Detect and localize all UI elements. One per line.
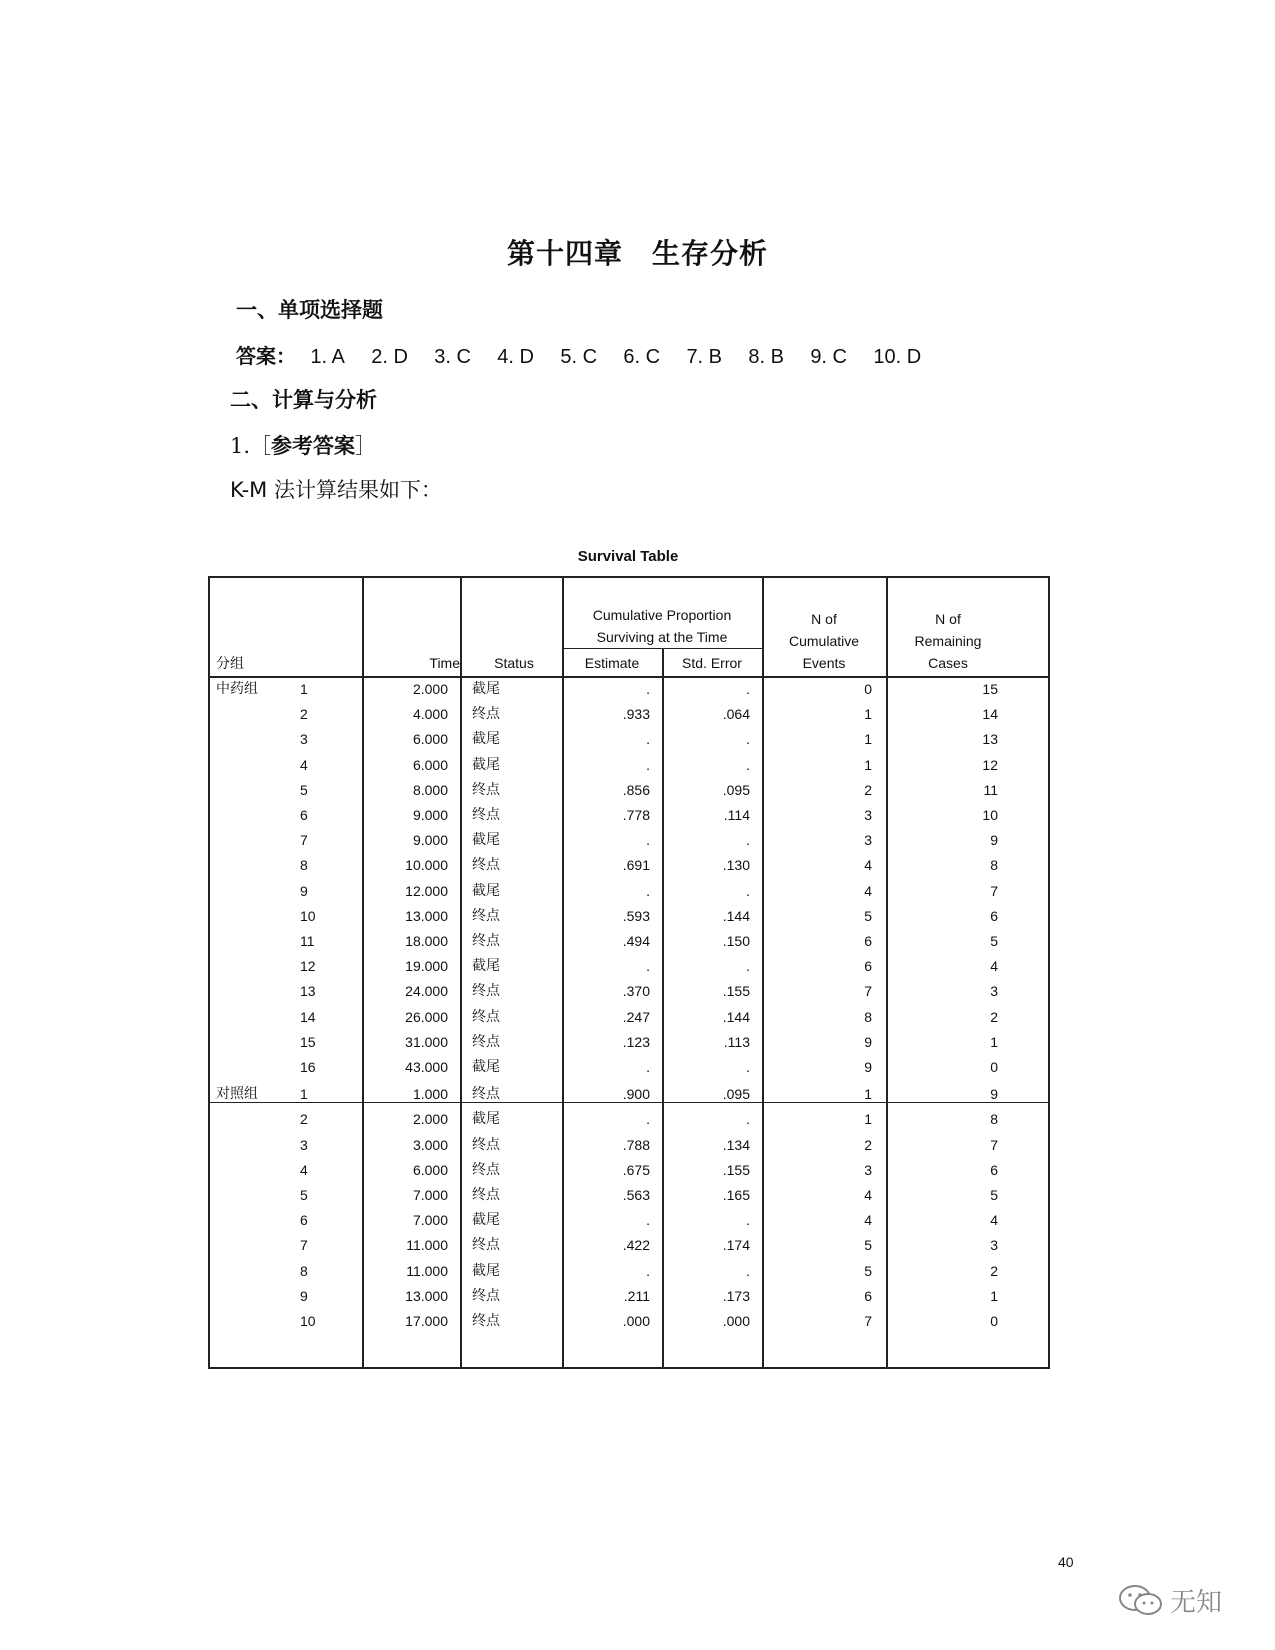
cell-estimate: . bbox=[646, 1262, 650, 1279]
cell-time: 26.000 bbox=[405, 1008, 448, 1025]
cell-events: 5 bbox=[864, 1237, 872, 1254]
cell-events: 5 bbox=[864, 1262, 872, 1279]
cell-estimate: .370 bbox=[622, 983, 650, 1000]
answer-item: 7. B bbox=[686, 346, 723, 368]
cell-n: 1 bbox=[300, 681, 308, 697]
header-remaining-2: Remaining bbox=[914, 633, 982, 649]
cell-time: 19.000 bbox=[405, 958, 448, 975]
cell-estimate: . bbox=[646, 731, 650, 748]
cell-remaining: 6 bbox=[990, 907, 998, 924]
bracket-open: ［ bbox=[250, 434, 272, 458]
answer-item: 2. D bbox=[371, 346, 408, 368]
table-row bbox=[210, 1158, 1048, 1183]
cell-events: 7 bbox=[864, 1313, 872, 1329]
cell-status: 终点 bbox=[472, 1287, 500, 1304]
cell-events: 3 bbox=[864, 1161, 872, 1178]
cell-time: 7.000 bbox=[412, 1187, 448, 1203]
cell-events: 3 bbox=[864, 832, 872, 849]
cell-events: 6 bbox=[864, 933, 872, 949]
cell-se: . bbox=[746, 731, 750, 748]
cell-status: 终点 bbox=[472, 1136, 500, 1153]
cell-estimate: . bbox=[646, 1111, 650, 1128]
cell-remaining: 3 bbox=[990, 1237, 998, 1254]
table-row bbox=[210, 1284, 1048, 1309]
header-group: 分组 bbox=[216, 655, 244, 671]
header-status: Status bbox=[494, 655, 534, 671]
cell-estimate: .675 bbox=[622, 1161, 650, 1178]
cell-estimate: . bbox=[646, 756, 650, 773]
cell-events: 2 bbox=[864, 1136, 872, 1153]
table-row bbox=[210, 1005, 1048, 1030]
cell-se: .144 bbox=[722, 1008, 750, 1025]
cell-status: 终点 bbox=[472, 807, 500, 823]
table-row bbox=[210, 1259, 1048, 1284]
cell-events: 1 bbox=[864, 756, 872, 773]
table-row bbox=[210, 1183, 1048, 1208]
header-cum-events-1: N of bbox=[811, 611, 837, 627]
cell-status: 终点 bbox=[472, 1086, 500, 1103]
header-cum-events-2: Cumulative bbox=[788, 633, 860, 649]
cell-status: 截尾 bbox=[472, 958, 500, 975]
cell-time: 18.000 bbox=[405, 933, 448, 949]
cell-remaining: 7 bbox=[990, 1136, 998, 1153]
cell-se: . bbox=[746, 1111, 750, 1128]
cell-time: 3.000 bbox=[412, 1136, 448, 1153]
cell-remaining: 2 bbox=[990, 1262, 998, 1279]
cell-n: 14 bbox=[300, 1008, 316, 1025]
cell-n: 13 bbox=[300, 983, 316, 1000]
answers-label: 答案： bbox=[236, 344, 296, 368]
table-row bbox=[210, 879, 1048, 904]
header-std-error: Std. Error bbox=[682, 655, 742, 671]
cell-se: .113 bbox=[723, 1033, 750, 1050]
reference-answer-line bbox=[230, 430, 376, 460]
cell-time: 24.000 bbox=[405, 983, 448, 1000]
cell-estimate: . bbox=[646, 832, 650, 849]
table-row bbox=[210, 753, 1048, 778]
header-cum-prop-2: Surviving at the Time bbox=[596, 629, 728, 645]
cell-se: .134 bbox=[722, 1136, 750, 1153]
cell-time: 2.000 bbox=[412, 681, 448, 697]
cell-time: 7.000 bbox=[412, 1212, 448, 1229]
table-row bbox=[210, 1133, 1048, 1158]
cell-se: .064 bbox=[722, 706, 750, 723]
cell-time: 6.000 bbox=[412, 1161, 448, 1178]
cell-se: . bbox=[746, 681, 750, 697]
cell-estimate: . bbox=[646, 1212, 650, 1229]
cell-remaining: 0 bbox=[990, 1059, 998, 1075]
cell-se: .095 bbox=[722, 1086, 750, 1103]
cell-n: 11 bbox=[300, 933, 315, 949]
cell-se: . bbox=[746, 882, 750, 899]
cell-events: 7 bbox=[864, 983, 872, 1000]
table-header bbox=[210, 578, 1048, 678]
cell-n: 4 bbox=[300, 756, 308, 773]
cell-se: .150 bbox=[722, 933, 750, 949]
cell-remaining: 4 bbox=[990, 958, 998, 975]
table-row bbox=[210, 853, 1048, 878]
cell-status: 终点 bbox=[472, 1313, 500, 1329]
cell-n: 6 bbox=[300, 1212, 308, 1229]
cell-events: 9 bbox=[864, 1059, 872, 1075]
cell-events: 8 bbox=[864, 1008, 872, 1025]
cell-se: . bbox=[746, 958, 750, 975]
cell-remaining: 9 bbox=[990, 1086, 998, 1103]
cell-n: 2 bbox=[300, 706, 308, 723]
cell-remaining: 5 bbox=[990, 1187, 998, 1203]
answer-item: 1. A bbox=[310, 346, 345, 368]
table-row bbox=[210, 929, 1048, 954]
cell-n: 8 bbox=[300, 857, 308, 874]
cell-status: 终点 bbox=[472, 1237, 500, 1254]
cell-se: . bbox=[746, 1212, 750, 1229]
chapter-title: 第十四章 生存分析 bbox=[506, 237, 768, 270]
cell-status: 截尾 bbox=[472, 731, 500, 748]
cell-events: 4 bbox=[864, 882, 872, 899]
cell-time: 10.000 bbox=[405, 857, 448, 874]
cell-remaining: 6 bbox=[990, 1161, 998, 1178]
cell-events: 0 bbox=[864, 681, 872, 697]
cell-estimate: . bbox=[646, 1059, 650, 1075]
cell-n: 5 bbox=[300, 1187, 308, 1203]
cell-estimate: .000 bbox=[622, 1313, 650, 1329]
cell-n: 9 bbox=[300, 1287, 308, 1304]
cell-time: 1.000 bbox=[412, 1086, 448, 1103]
cell-estimate: .247 bbox=[622, 1008, 650, 1025]
cell-time: 6.000 bbox=[412, 731, 448, 748]
header-time: Time bbox=[429, 655, 460, 671]
cell-status: 终点 bbox=[472, 1161, 500, 1178]
cell-estimate: .900 bbox=[622, 1086, 650, 1103]
answer-item: 8. B bbox=[748, 346, 784, 368]
cell-remaining: 0 bbox=[990, 1313, 998, 1329]
cell-group: 对照组 bbox=[216, 1086, 258, 1103]
cell-remaining: 1 bbox=[990, 1287, 998, 1304]
cell-events: 6 bbox=[864, 1287, 872, 1304]
cell-remaining: 4 bbox=[990, 1212, 998, 1229]
cell-events: 4 bbox=[864, 857, 872, 874]
reference-label: 参考答案 bbox=[271, 434, 356, 458]
answer-item: 3. C bbox=[434, 346, 471, 368]
cell-time: 9.000 bbox=[412, 832, 448, 849]
cell-events: 5 bbox=[864, 907, 872, 924]
cell-estimate: . bbox=[646, 882, 650, 899]
cell-remaining: 1 bbox=[990, 1033, 998, 1050]
cell-n: 15 bbox=[300, 1033, 316, 1050]
cell-group: 中药组 bbox=[216, 681, 258, 697]
km-intro-line: K-M 法计算结果如下： bbox=[230, 478, 442, 502]
cell-events: 3 bbox=[864, 807, 872, 823]
cell-n: 10 bbox=[300, 907, 316, 924]
header-cum-events-3: Events bbox=[802, 655, 846, 671]
header-remaining-1: N of bbox=[935, 611, 961, 627]
cell-time: 4.000 bbox=[412, 706, 448, 723]
cell-se: .144 bbox=[722, 907, 750, 924]
cell-n: 2 bbox=[300, 1111, 308, 1128]
cell-remaining: 2 bbox=[990, 1008, 998, 1025]
table-caption: Survival Table bbox=[577, 548, 679, 565]
page-number: 40 bbox=[1058, 1554, 1074, 1570]
cell-se: .114 bbox=[723, 807, 750, 823]
cell-events: 9 bbox=[864, 1033, 872, 1050]
cell-estimate: .593 bbox=[622, 907, 650, 924]
cell-status: 截尾 bbox=[472, 1212, 500, 1229]
cell-status: 终点 bbox=[472, 1033, 500, 1050]
cell-remaining: 12 bbox=[982, 756, 998, 773]
cell-remaining: 10 bbox=[982, 807, 998, 823]
cell-n: 3 bbox=[300, 731, 308, 748]
cell-estimate: .856 bbox=[622, 781, 650, 798]
cell-status: 截尾 bbox=[472, 882, 500, 899]
cell-estimate: . bbox=[646, 681, 650, 697]
cell-estimate: .211 bbox=[623, 1287, 650, 1304]
cell-estimate: .563 bbox=[622, 1187, 650, 1203]
cell-status: 终点 bbox=[472, 857, 500, 874]
table-row bbox=[210, 954, 1048, 979]
bracket-close: ］ bbox=[355, 434, 377, 458]
cell-remaining: 5 bbox=[990, 933, 998, 949]
cell-time: 2.000 bbox=[412, 1111, 448, 1128]
table-row bbox=[210, 1208, 1048, 1233]
table-row bbox=[210, 803, 1048, 828]
cell-time: 11.000 bbox=[406, 1262, 448, 1279]
cell-time: 6.000 bbox=[412, 756, 448, 773]
table-row bbox=[210, 904, 1048, 929]
cell-estimate: .933 bbox=[622, 706, 650, 723]
cell-events: 1 bbox=[864, 706, 872, 723]
cell-status: 截尾 bbox=[472, 1262, 500, 1279]
cell-events: 4 bbox=[864, 1212, 872, 1229]
table-row bbox=[210, 1107, 1048, 1132]
cell-se: .174 bbox=[722, 1237, 750, 1254]
cell-time: 12.000 bbox=[405, 882, 448, 899]
table-row bbox=[210, 1055, 1048, 1080]
cell-n: 12 bbox=[300, 958, 316, 975]
cell-se: . bbox=[746, 756, 750, 773]
cell-events: 4 bbox=[864, 1187, 872, 1203]
cell-remaining: 15 bbox=[982, 681, 998, 697]
cell-status: 截尾 bbox=[472, 1111, 500, 1128]
cell-remaining: 14 bbox=[982, 706, 998, 723]
table-row bbox=[210, 828, 1048, 853]
survival-table bbox=[208, 576, 1050, 1369]
reference-number: 1. bbox=[230, 434, 251, 458]
header-estimate: Estimate bbox=[584, 655, 640, 671]
cell-se: . bbox=[746, 832, 750, 849]
section-heading-calculation: 二、计算与分析 bbox=[230, 388, 377, 412]
cell-remaining: 8 bbox=[990, 1111, 998, 1128]
cell-se: . bbox=[746, 1059, 750, 1075]
cell-n: 7 bbox=[300, 1237, 308, 1254]
cell-time: 13.000 bbox=[405, 907, 448, 924]
cell-remaining: 3 bbox=[990, 983, 998, 1000]
cell-se: . bbox=[746, 1262, 750, 1279]
cell-status: 截尾 bbox=[472, 832, 500, 849]
cell-estimate: .778 bbox=[622, 807, 650, 823]
cell-status: 终点 bbox=[472, 983, 500, 1000]
cell-n: 5 bbox=[300, 781, 308, 798]
cell-events: 6 bbox=[864, 958, 872, 975]
cell-status: 截尾 bbox=[472, 756, 500, 773]
cell-status: 终点 bbox=[472, 1008, 500, 1025]
cell-status: 终点 bbox=[472, 706, 500, 723]
header-cum-prop-1: Cumulative Proportion bbox=[592, 607, 732, 623]
cell-se: .000 bbox=[722, 1313, 750, 1329]
cell-n: 9 bbox=[300, 882, 308, 899]
wechat-icon bbox=[1118, 1584, 1164, 1618]
cell-status: 终点 bbox=[472, 781, 500, 798]
watermark-text: 无知 bbox=[1170, 1588, 1223, 1618]
table-row bbox=[210, 1233, 1048, 1258]
cell-remaining: 8 bbox=[990, 857, 998, 874]
answer-row bbox=[236, 340, 941, 369]
cell-se: .165 bbox=[722, 1187, 750, 1203]
cell-n: 16 bbox=[300, 1059, 316, 1075]
cell-n: 3 bbox=[300, 1136, 308, 1153]
answer-item: 6. C bbox=[623, 346, 661, 368]
answer-item: 10. D bbox=[873, 346, 922, 368]
table-row bbox=[210, 1082, 1048, 1107]
cell-n: 7 bbox=[300, 832, 308, 849]
table-row bbox=[210, 727, 1048, 752]
table-row bbox=[210, 778, 1048, 803]
cell-remaining: 11 bbox=[983, 781, 998, 798]
answer-item: 5. C bbox=[560, 346, 598, 368]
cell-n: 6 bbox=[300, 807, 308, 823]
cell-n: 4 bbox=[300, 1161, 308, 1178]
cell-time: 31.000 bbox=[405, 1033, 448, 1050]
answer-item: 4. D bbox=[497, 346, 534, 368]
cell-estimate: .123 bbox=[622, 1033, 650, 1050]
cell-se: .155 bbox=[722, 983, 750, 1000]
cell-remaining: 7 bbox=[990, 882, 998, 899]
cell-events: 1 bbox=[864, 731, 872, 748]
cell-status: 截尾 bbox=[472, 1059, 500, 1075]
cell-time: 8.000 bbox=[412, 781, 448, 798]
cell-events: 1 bbox=[864, 1086, 872, 1103]
cell-estimate: .422 bbox=[622, 1237, 650, 1254]
cell-remaining: 9 bbox=[990, 832, 998, 849]
cell-estimate: .494 bbox=[622, 933, 650, 949]
watermark bbox=[1118, 1580, 1248, 1620]
cell-status: 终点 bbox=[472, 933, 500, 949]
cell-status: 截尾 bbox=[472, 681, 500, 697]
cell-status: 终点 bbox=[472, 907, 500, 924]
cell-events: 1 bbox=[864, 1111, 872, 1128]
table-row bbox=[210, 1030, 1048, 1055]
section-heading-single-choice: 一、单项选择题 bbox=[236, 298, 383, 322]
cell-time: 13.000 bbox=[405, 1287, 448, 1304]
cell-n: 1 bbox=[300, 1086, 308, 1103]
cell-n: 8 bbox=[300, 1262, 308, 1279]
cell-time: 9.000 bbox=[412, 807, 448, 823]
cell-time: 17.000 bbox=[405, 1313, 448, 1329]
cell-se: .155 bbox=[722, 1161, 750, 1178]
cell-se: .173 bbox=[722, 1287, 750, 1304]
table-row bbox=[210, 1309, 1048, 1334]
cell-se: .095 bbox=[722, 781, 750, 798]
cell-events: 2 bbox=[864, 781, 872, 798]
cell-estimate: .788 bbox=[622, 1136, 650, 1153]
cell-estimate: . bbox=[646, 958, 650, 975]
cell-status: 终点 bbox=[472, 1187, 500, 1203]
table-row bbox=[210, 677, 1048, 702]
answer-item: 9. C bbox=[810, 346, 847, 368]
cell-se: .130 bbox=[722, 857, 750, 874]
cell-time: 11.000 bbox=[406, 1237, 448, 1254]
cell-n: 10 bbox=[300, 1313, 316, 1329]
cell-remaining: 13 bbox=[982, 731, 998, 748]
header-remaining-3: Cases bbox=[928, 655, 968, 671]
cell-estimate: .691 bbox=[622, 857, 650, 874]
cell-time: 43.000 bbox=[405, 1059, 448, 1075]
table-row bbox=[210, 979, 1048, 1004]
table-row bbox=[210, 702, 1048, 727]
